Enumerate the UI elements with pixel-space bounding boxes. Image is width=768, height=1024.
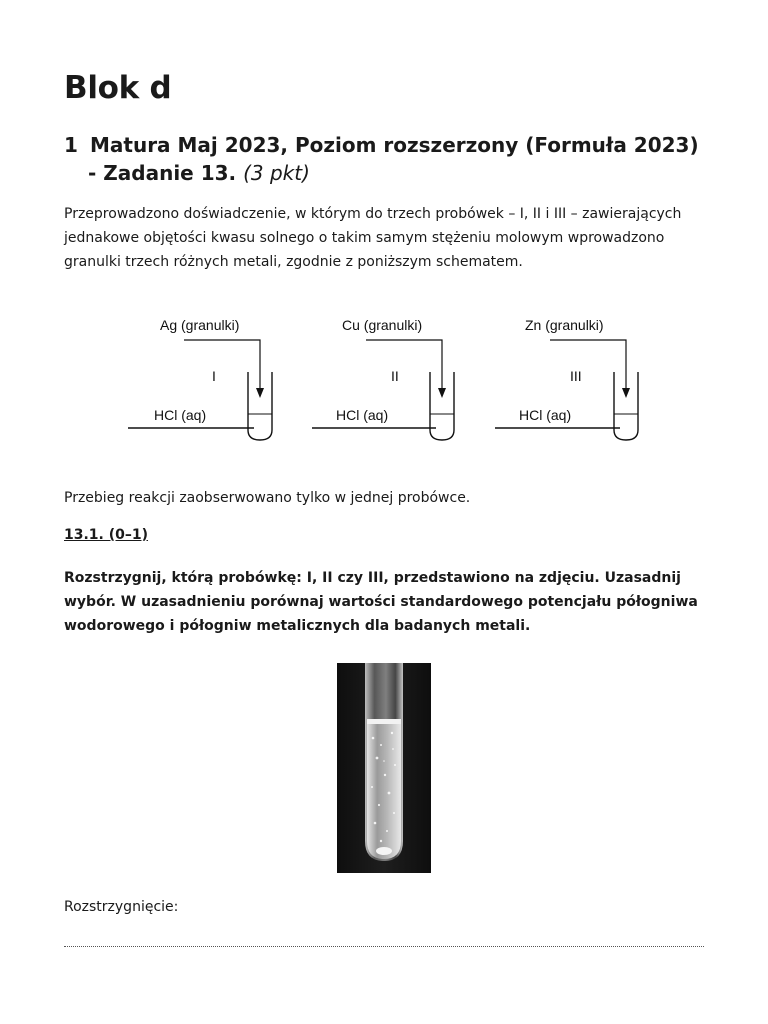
test-tube-photo-drawing: [337, 663, 431, 873]
task-points: (3 pkt): [243, 161, 310, 185]
scheme-tube-3: [495, 317, 638, 440]
task-number: 1: [64, 133, 78, 157]
scheme-tube-1: [128, 317, 272, 440]
task-title-line1: Matura Maj 2023, Poziom rozszerzony (Formuła 2023): [90, 133, 699, 157]
subtask-question: Rozstrzygnij, którą probówkę: I, II czy III, przedstawiono na zdjęciu. Uzasadnij wybór. W uzasadnieniu porównaj wartości standardowego potencjału półogniwa wodorowego i półogniw metalicznych dla badanych metali.: [64, 570, 698, 634]
tube-id-3: III: [570, 368, 582, 384]
arrow-head-1: [256, 388, 264, 398]
intro-paragraph: Przeprowadzono doświadczenie, w którym do trzech probówek – I, II i III – zawierających jednakowe objętości kwasu solnego o takim samym stężeniu molowym wprowadzono granulki trzech różnych metali, zgodnie z poniższym schematem.: [64, 206, 682, 270]
arrow-head-2: [438, 388, 446, 398]
scheme-tube-2: [312, 317, 454, 440]
photo-granule: [376, 847, 392, 855]
metal-label-1: Ag (granulki): [160, 317, 240, 333]
arrow-head-3: [622, 388, 630, 398]
test-tube-photo: [337, 663, 431, 873]
acid-label-2: HCl (aq): [336, 407, 389, 423]
metal-label-2: Cu (granulki): [342, 317, 423, 333]
block-title: Blok d: [64, 70, 172, 106]
observation-paragraph: Przebieg reakcji zaobserwowano tylko w jednej probówce.: [64, 490, 471, 506]
tube-id-2: II: [391, 368, 399, 384]
photo-liquid-surface: [367, 719, 401, 724]
subtask-id: 13.1. (0–1): [64, 527, 149, 543]
experiment-scheme: [120, 308, 650, 448]
answer-label: Rozstrzygnięcie:: [64, 899, 179, 915]
metal-label-3: Zn (granulki): [525, 317, 604, 333]
task-title-suffix: - Zadanie 13.: [88, 161, 237, 185]
photo-tube-liquid: [367, 721, 401, 859]
acid-label-1: HCl (aq): [154, 407, 207, 423]
answer-dotted-line[interactable]: [64, 946, 704, 947]
task-title-line2: [88, 159, 310, 187]
acid-label-3: HCl (aq): [519, 407, 572, 423]
tube-id-1: I: [212, 368, 216, 384]
